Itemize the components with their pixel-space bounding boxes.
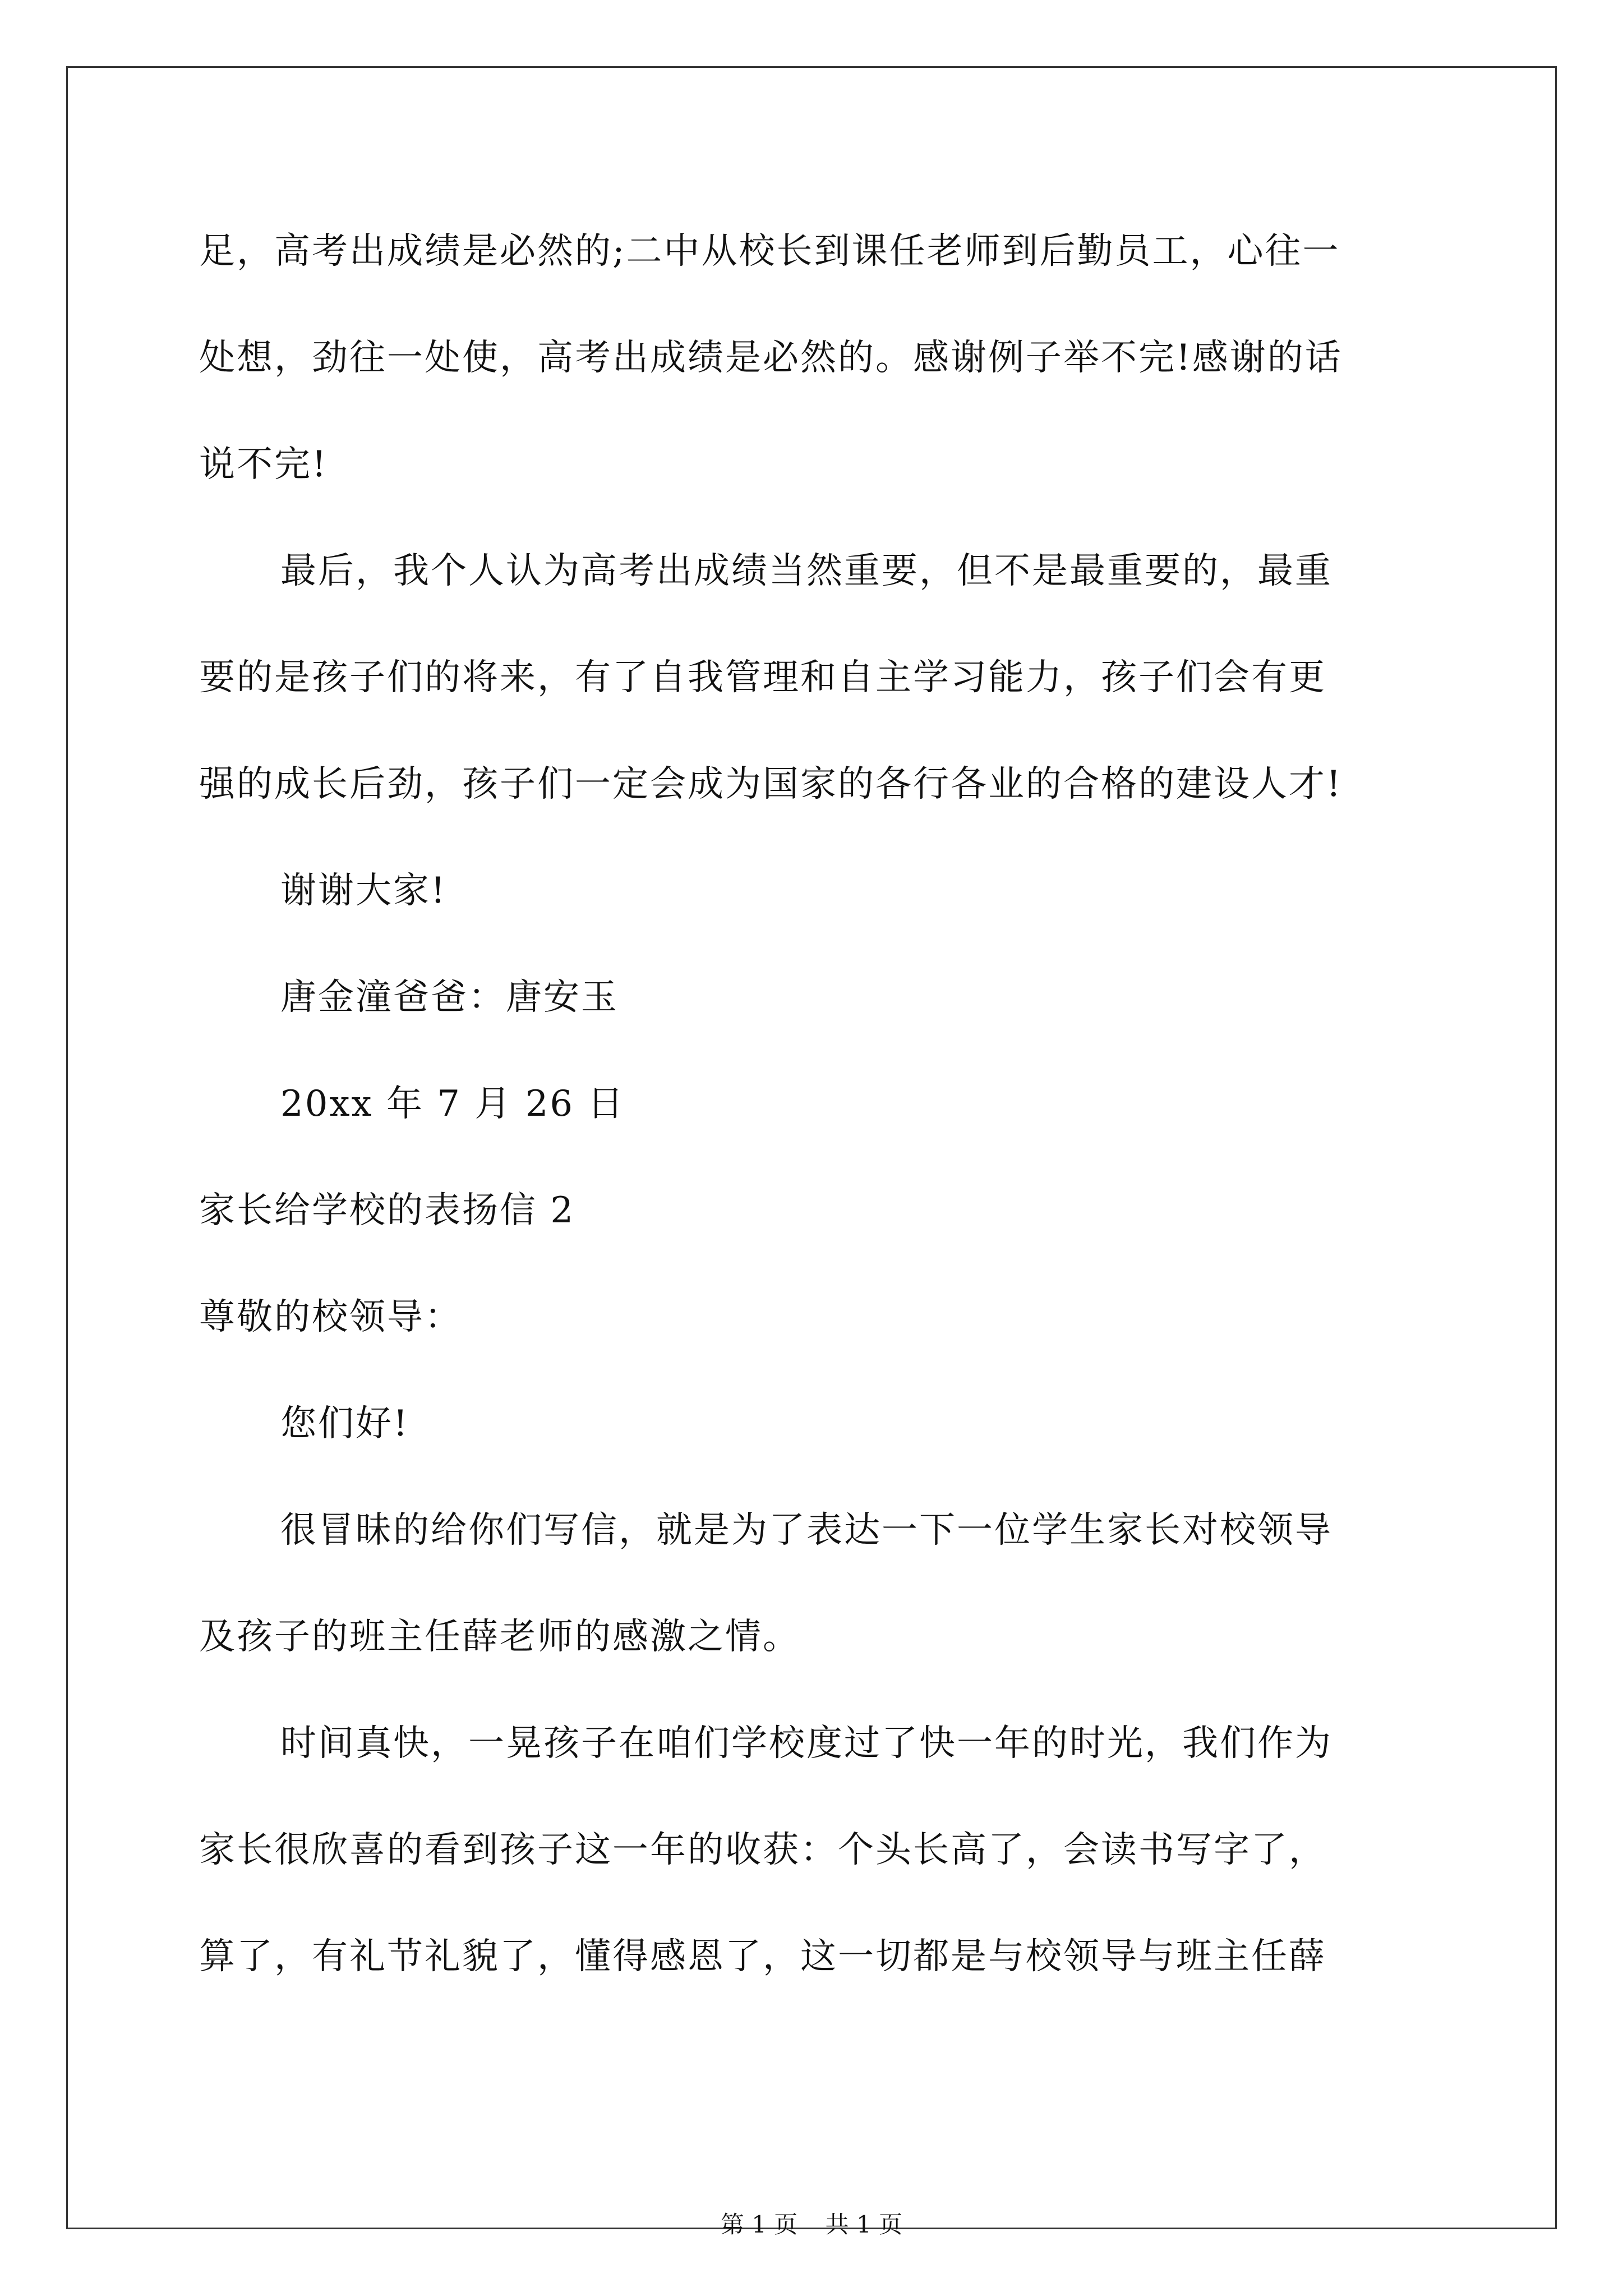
text-line: 家长很欣喜的看到孩子这一年的收获：个头长高了，会读书写字了， xyxy=(199,1829,1326,1871)
page-total: 共 1 页 xyxy=(825,2211,903,2238)
text-line: 说不完! xyxy=(199,444,328,485)
text-line: 算了，有礼节礼貌了，懂得感恩了，这一切都是与校领导与班主任薛 xyxy=(199,1936,1326,1977)
page-number: 第 1 页 xyxy=(720,2211,798,2238)
text-line: 时间真快，一晃孩子在咱们学校度过了快一年的时光，我们作为 xyxy=(280,1723,1332,1764)
page-footer xyxy=(0,2209,1623,2240)
text-line: 很冒昧的给你们写信，就是为了表达一下一位学生家长对校领导 xyxy=(280,1510,1332,1551)
text-line: 处想，劲往一处使，高考出成绩是必然的。感谢例子举不完!感谢的话 xyxy=(199,337,1343,379)
text-line: 强的成长后劲，孩子们一定会成为国家的各行各业的合格的建设人才! xyxy=(199,763,1343,805)
page-border xyxy=(66,66,1557,2229)
date-line: 20xx 年 7 月 26 日 xyxy=(280,1083,625,1125)
text-line: 谢谢大家! xyxy=(280,870,447,912)
text-line: 足，高考出成绩是必然的;二中从校长到课任老师到后勤员工，心往一 xyxy=(199,231,1340,272)
greeting: 您们好! xyxy=(280,1403,409,1444)
text-line: 及孩子的班主任薛老师的感激之情。 xyxy=(199,1616,800,1658)
signature-line: 唐金潼爸爸：唐安玉 xyxy=(280,977,619,1018)
text-line: 要的是孩子们的将来，有了自我管理和自主学习能力，孩子们会有更 xyxy=(199,657,1326,698)
salutation: 尊敬的校领导： xyxy=(199,1296,462,1338)
section-title: 家长给学校的表扬信 2 xyxy=(199,1190,575,1231)
text-line: 最后，我个人认为高考出成绩当然重要，但不是最重要的，最重 xyxy=(280,550,1332,592)
